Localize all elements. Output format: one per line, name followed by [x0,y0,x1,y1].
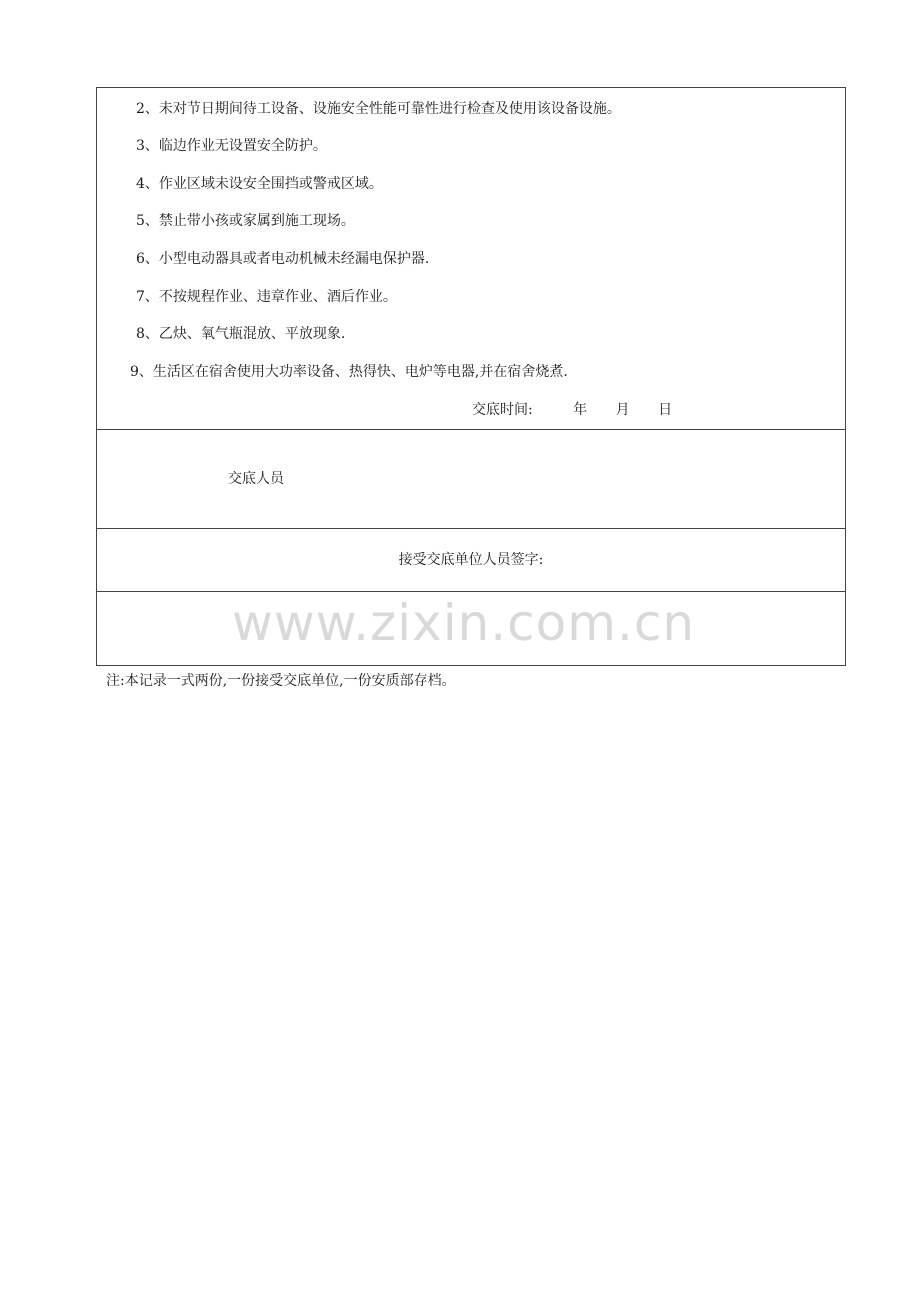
handover-month: 月 [615,402,630,418]
item-9: 9、生活区在宿舍使用大功率设备、热得快、电炉等电器,并在宿舍烧煮. [130,364,568,380]
items-cell [97,88,845,429]
item-3: 3、临边作业无设置安全防护。 [136,138,327,154]
item-8: 8、乙炔、氧气瓶混放、平放现象. [136,326,346,342]
handover-time [472,401,672,419]
watermark: www.zixin.com.cn [232,594,696,652]
footnote: 注:本记录一式两份,一份接受交底单位,一份安质部存档。 [106,673,456,689]
item-5: 5、禁止带小孩或家属到施工现场。 [136,213,355,229]
item-6: 6、小型电动器具或者电动机械未经漏电保护器. [136,251,430,267]
signature-area[interactable] [97,591,845,666]
item-7: 7、不按规程作业、违章作业、酒后作业。 [136,289,397,305]
receiver-sign-label: 接受交底单位人员签字: [398,552,544,568]
handover-day: 日 [658,402,673,418]
presenter-cell [97,429,845,528]
receiver-sign-label-cell [97,528,845,591]
item-2: 2、未对节日期间待工设备、设施安全性能可靠性进行检查及使用该设备设施。 [136,101,621,117]
handover-time-label: 交底时间: [472,402,533,418]
presenter-label: 交底人员 [228,471,284,487]
item-4: 4、作业区域未设安全围挡或警戒区域。 [136,176,383,192]
handover-year: 年 [573,402,588,418]
disclosure-table [96,87,846,666]
